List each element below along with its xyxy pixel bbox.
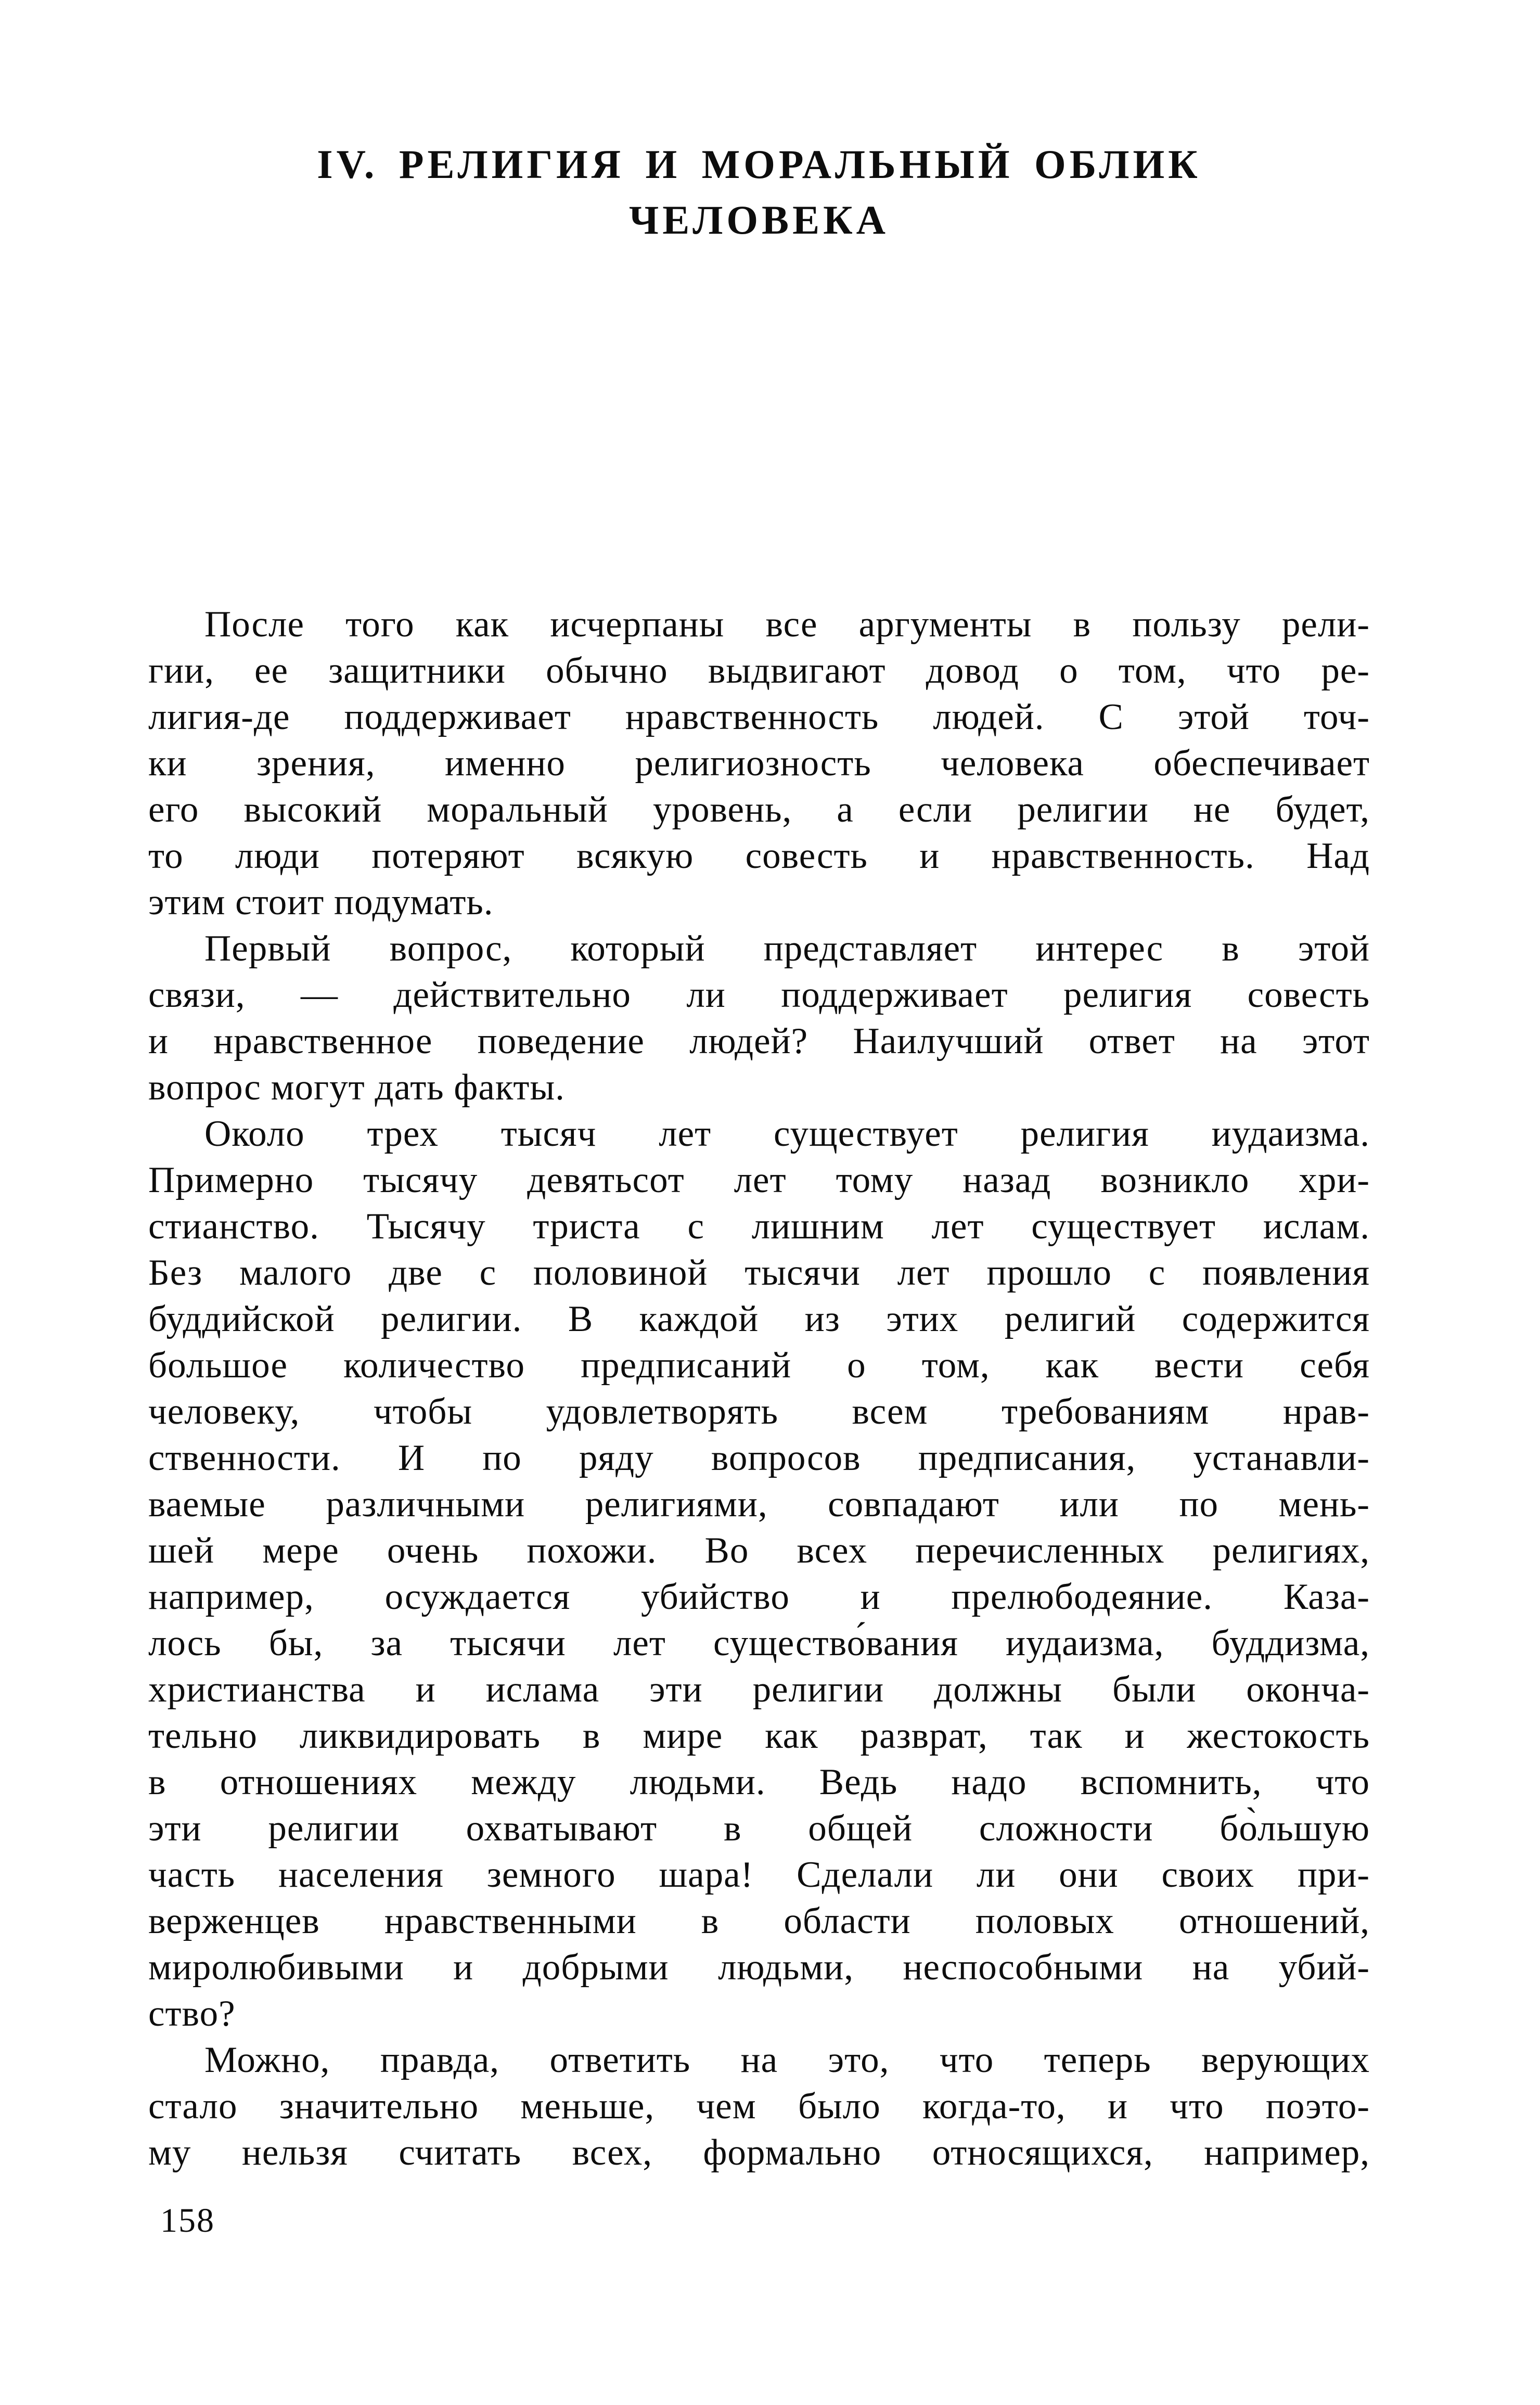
text-line: После того как исчерпаны все аргументы в пользу рели- — [204, 604, 1370, 645]
text-line: ки зрения, именно религиозность человека обеспечивает — [148, 743, 1370, 784]
text-line: стало значительно меньше, чем было когда-то, и что поэто- — [148, 2086, 1370, 2127]
chapter-title-line-1: IV. РЕЛИГИЯ И МОРАЛЬНЫЙ ОБЛИК — [317, 142, 1201, 187]
text-line: Без малого две с половиной тысячи лет прошло с появления — [148, 1252, 1370, 1293]
text-line: и нравственное поведение людей? Наилучший ответ на этот — [148, 1021, 1370, 1061]
text-line: ственности. И по ряду вопросов предписания, устанавли- — [148, 1438, 1370, 1478]
text-line: му нельзя считать всех, формально относящихся, например, — [148, 2132, 1370, 2173]
text-line: этим стоит подумать. — [148, 882, 494, 923]
text-line: шей мере очень похожи. Во всех перечисленных религиях, — [148, 1530, 1370, 1571]
text-line: Примерно тысячу девятьсот лет тому назад возникло хри- — [148, 1160, 1370, 1200]
text-line: гии, ее защитники обычно выдвигают довод о том, что ре- — [148, 650, 1370, 691]
text-line: миролюбивыми и добрыми людьми, неспособными на убий- — [148, 1947, 1370, 1988]
text-line: тельно ликвидировать в мире как разврат, так и жестокость — [148, 1716, 1370, 1756]
text-line: большое количество предписаний о том, как вести себя — [148, 1345, 1370, 1386]
text-line: ваемые различными религиями, совпадают или по мень- — [148, 1484, 1370, 1525]
text-line: буддийской религии. В каждой из этих религий содержится — [148, 1299, 1370, 1339]
chapter-title — [148, 136, 1370, 248]
text-line: в отношениях между людьми. Ведь надо вспомнить, что — [148, 1762, 1370, 1802]
text-line: Около трех тысяч лет существует религия иудаизма. — [204, 1114, 1370, 1154]
text-line: Первый вопрос, который представляет интерес в этой — [204, 928, 1370, 969]
text-line: человеку, чтобы удовлетворять всем требованиям нрав- — [148, 1391, 1370, 1432]
text-line: Можно, правда, ответить на это, что теперь верующих — [204, 2040, 1370, 2080]
text-line: связи, — действительно ли поддерживает религия совесть — [148, 975, 1370, 1015]
text-line: эти религии охватывают в общей сложности бо̀льшую — [148, 1808, 1370, 1849]
chapter-title-line-2: ЧЕЛОВЕКА — [629, 197, 889, 242]
page-number: 158 — [160, 2202, 215, 2240]
text-line: христианства и ислама эти религии должны были оконча- — [148, 1669, 1370, 1710]
text-line: то люди потеряют всякую совесть и нравственность. Над — [148, 836, 1370, 876]
text-column — [148, 602, 1370, 2176]
text-line: например, осуждается убийство и прелюбодеяние. Каза- — [148, 1577, 1370, 1617]
text-line: верженцев нравственными в области половых отношений, — [148, 1901, 1370, 1941]
text-line: часть населения земного шара! Сделали ли они своих при- — [148, 1854, 1370, 1895]
text-line: лось бы, за тысячи лет существо́вания иудаизма, буддизма, — [148, 1623, 1370, 1664]
text-line: ство? — [148, 1993, 236, 2034]
text-line: вопрос могут дать факты. — [148, 1067, 565, 1108]
text-line: лигия-де поддерживает нравственность людей. С этой точ- — [148, 697, 1370, 737]
text-line: стианство. Тысячу триста с лишним лет существует ислам. — [148, 1206, 1370, 1247]
text-line: его высокий моральный уровень, а если религии не будет, — [148, 789, 1370, 830]
